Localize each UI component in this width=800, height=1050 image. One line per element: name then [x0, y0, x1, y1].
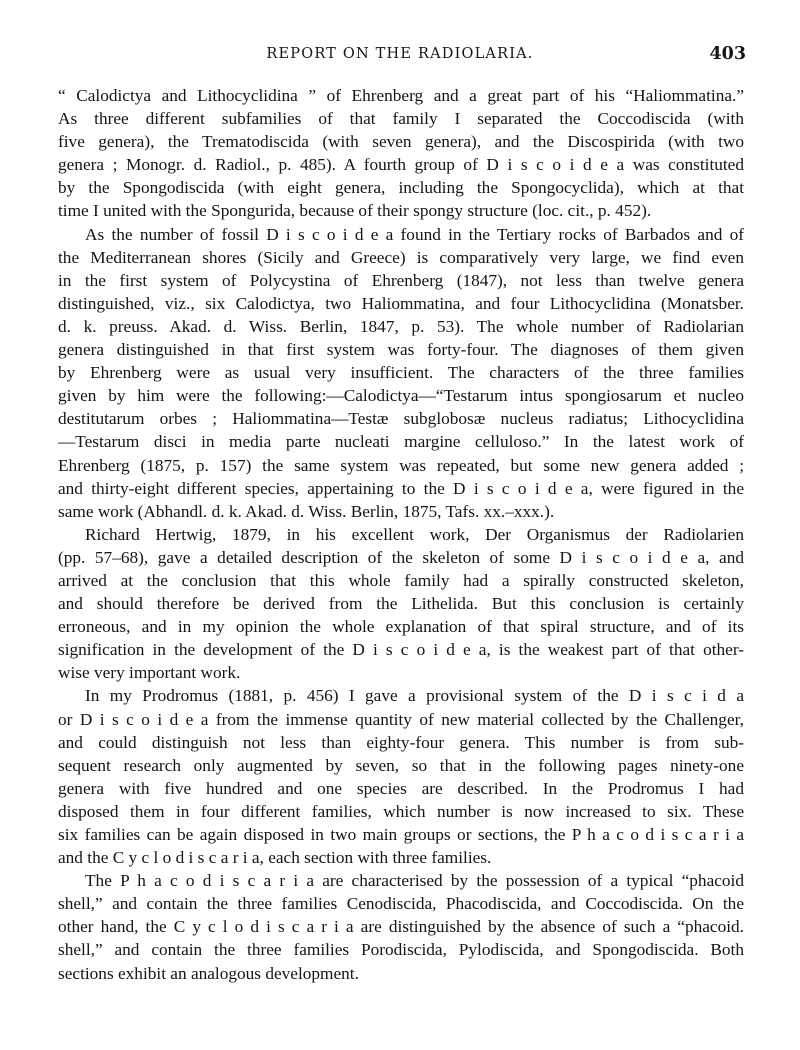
text-line: given by him were the following:—Calodictya—“Testarum intus spongiosarum et nucleo: [58, 386, 744, 406]
text-line: genera with five hundred and one species are described. In the Prodromus I had: [58, 778, 744, 798]
text-line: same work (Abhandl. d. k. Akad. d. Wiss. Berlin, 1875, Tafs. xx.–xxx.).: [58, 501, 555, 521]
text-line: Richard Hertwig, 1879, in his excellent work, Der Organismus der Radiolarien: [85, 524, 744, 544]
text-line: wise very important work.: [58, 663, 241, 683]
text-line: other hand, the C y c l o d i s c a r i a are distinguished by the absence of such a “phacoid.: [58, 917, 744, 937]
text-line: and could distinguish not less than eighty-four genera. This number is from sub-: [58, 732, 744, 752]
text-line: signification in the development of the D i s c o i d e a, is the weakest part of that other-: [58, 640, 744, 660]
text-line: Ehrenberg (1875, p. 157) the same system was repeated, but some new genera added ;: [58, 455, 744, 475]
text-line: the Mediterranean shores (Sicily and Greece) is comparatively very large, we find even: [58, 247, 744, 267]
text-line: time I united with the Spongurida, because of their spongy structure (loc. cit., p. 452).: [58, 201, 652, 221]
text-line: or D i s c o i d e a from the immense quantity of new material collected by the Challenger,: [58, 709, 744, 729]
text-line: sequent research only augmented by seven, so that in the following pages ninety-one: [58, 755, 744, 775]
text-line: (pp. 57–68), gave a detailed description of the skeleton of some D i s c o i d e a, and: [58, 547, 744, 567]
text-line: and the C y c l o d i s c a r i a, each section with three families.: [58, 848, 492, 868]
text-line: and should therefore be derived from the Lithelida. But this conclusion is certainly: [58, 594, 744, 614]
page-header: [0, 46, 800, 76]
text-line: genera ; Monogr. d. Radiol., p. 485). A fourth group of D i s c o i d e a was constituted: [58, 155, 744, 175]
text-line: shell,” and contain the three families Cenodiscida, Phacodiscida, and Coccodiscida. On the: [58, 894, 744, 914]
text-line: —Testarum disci in media parte nucleati margine celluloso.” In the latest work of: [58, 432, 744, 452]
text-line: erroneous, and in my opinion the whole explanation of that spiral structure, and of its: [58, 617, 744, 637]
text-line: in the first system of Polycystina of Ehrenberg (1847), not less than twelve genera: [58, 270, 744, 290]
text-line: arrived at the conclusion that this whole family had a spirally constructed skeleton,: [58, 570, 744, 590]
text-line: distinguished, viz., six Calodictya, two Haliommatina, and four Lithocyclidina (Monatsber.: [58, 293, 744, 313]
text-line: by the Spongodiscida (with eight genera, including the Spongocyclida), which at that: [58, 178, 744, 198]
text-line: destitutarum orbes ; Haliommatina—Testæ subglobosæ nucleus radiatus; Lithocyclidina: [58, 409, 744, 429]
text-line: As the number of fossil D i s c o i d e a found in the Tertiary rocks of Barbados and of: [85, 224, 744, 244]
text-line: d. k. preuss. Akad. d. Wiss. Berlin, 1847, p. 53). The whole number of Radiolarian: [58, 316, 744, 336]
text-line: The P h a c o d i s c a r i a are characterised by the possession of a typical “phacoid: [85, 871, 744, 891]
body-text: [58, 84, 744, 985]
text-line: by Ehrenberg were as usual very insufficient. The characters of the three families: [58, 363, 744, 383]
page-number: 403: [709, 44, 746, 64]
text-line: genera distinguished in that first system was forty-four. The diagnoses of them given: [58, 340, 744, 360]
text-line: In my Prodromus (1881, p. 456) I gave a provisional system of the D i s c i d a: [85, 686, 744, 706]
text-line: “ Calodictya and Lithocyclidina ” of Ehrenberg and a great part of his “Haliommatina.”: [58, 86, 744, 105]
text-line: five genera), the Trematodiscida (with seven genera), and the Discospirida (with two: [58, 132, 744, 152]
running-title: REPORT ON THE RADIOLARIA.: [266, 46, 534, 62]
text-line: and thirty-eight different species, appertaining to the D i s c o i d e a, were figured in the: [58, 478, 744, 498]
text-line: disposed them in four different families, which number is now increased to six. These: [58, 801, 744, 821]
text-line: As three different subfamilies of that family I separated the Coccodiscida (with: [58, 109, 744, 129]
text-line: shell,” and contain the three families Porodiscida, Pylodiscida, and Spongodiscida. Both: [58, 940, 744, 960]
text-line: six families can be again disposed in two main groups or sections, the P h a c o d i s c a r i a: [58, 825, 744, 844]
text-line: sections exhibit an analogous development.: [58, 963, 359, 983]
